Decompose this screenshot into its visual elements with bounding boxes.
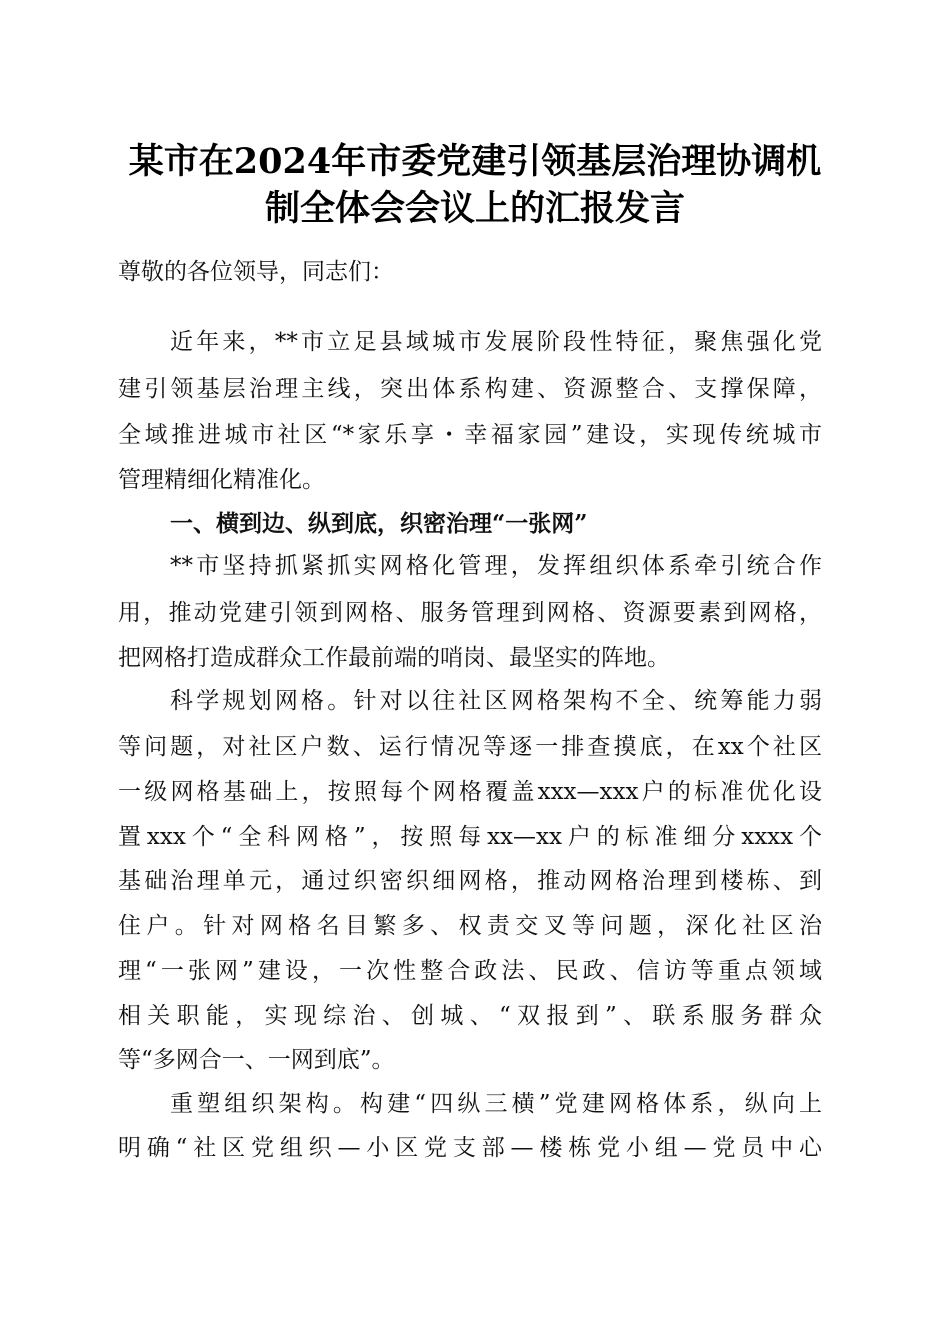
body-line: 建引领基层治理主线，突出体系构建、资源整合、支撑保障， (118, 376, 822, 402)
section-heading: 一、横到边、纵到底，织密治理“一张网” (170, 510, 588, 537)
body-line: 一级网格基础上，按照每个网格覆盖xxx—xxx户的标准优化设 (118, 779, 822, 805)
document-title-line-2: 制全体会会议上的汇报发言 (264, 188, 685, 229)
body-line: 置xxx个“全科网格”，按照每xx—xx户的标准细分xxxx个 (118, 824, 822, 850)
body-line: 相关职能，实现综治、创城、“双报到”、联系服务群众 (118, 1003, 822, 1029)
body-line: **市坚持抓紧抓实网格化管理，发挥组织体系牵引统合作 (170, 553, 822, 579)
body-line: 全域推进城市社区“*家乐享・幸福家园”建设，实现传统城市 (118, 422, 822, 448)
body-line: 等“多网合一、一网到底”。 (118, 1047, 395, 1073)
body-line: 明确“社区党组织—小区党支部—楼栋党小组—党员中心 (118, 1135, 822, 1161)
body-line: 近年来，**市立足县域城市发展阶段性特征，聚焦强化党 (170, 329, 822, 355)
body-line: 科学规划网格。针对以往社区网格架构不全、统筹能力弱 (170, 688, 822, 714)
body-line: 理“一张网”建设，一次性整合政法、民政、信访等重点领域 (118, 958, 822, 984)
body-line: 重塑组织架构。构建“四纵三横”党建网格体系，纵向上 (170, 1091, 822, 1117)
body-line: 等问题，对社区户数、运行情况等逐一排查摸底，在xx个社区 (118, 734, 822, 760)
body-line: 用，推动党建引领到网格、服务管理到网格、资源要素到网格， (118, 600, 822, 626)
body-line: 住户。针对网格名目繁多、权责交叉等问题，深化社区治 (118, 913, 822, 939)
body-line: 基础治理单元，通过织密织细网格，推动网格治理到楼栋、到 (118, 868, 822, 894)
document-title-line-1: 某市在2024年市委党建引领基层治理协调机 (128, 141, 822, 182)
body-line: 把网格打造成群众工作最前端的哨岗、最坚实的阵地。 (118, 645, 670, 671)
salutation: 尊敬的各位领导，同志们： (118, 259, 394, 285)
body-line: 管理精细化精准化。 (118, 467, 325, 493)
